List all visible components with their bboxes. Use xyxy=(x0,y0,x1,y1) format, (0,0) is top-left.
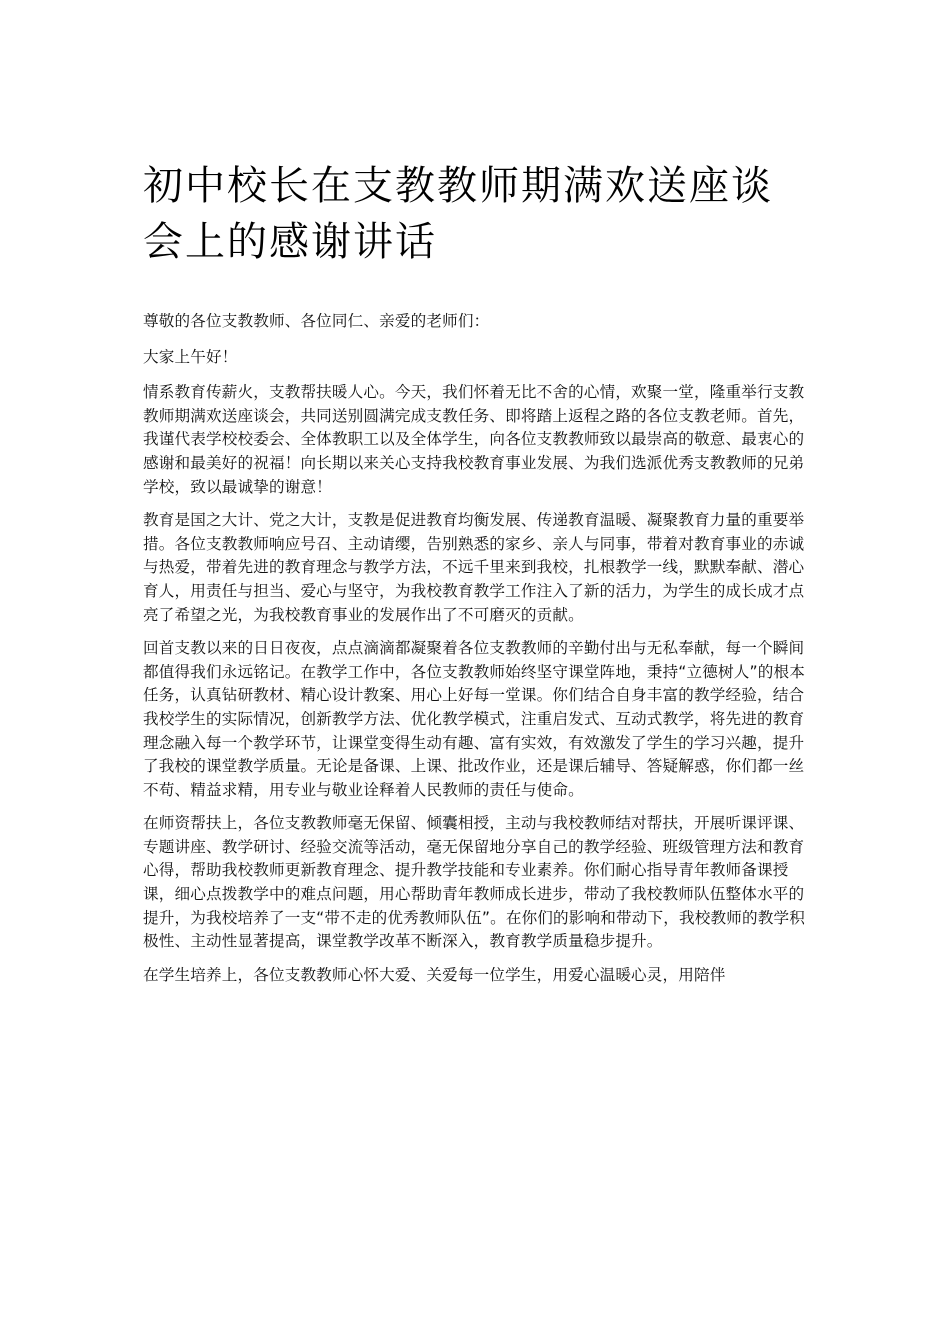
greeting-paragraph: 大家上午好！ xyxy=(143,347,238,366)
body-paragraph: 在学生培养上，各位支教教师心怀大爱、关爱每一位学生，用爱心温暖心灵，用陪伴 xyxy=(143,965,726,984)
body-paragraph: 情系教育传薪火，支教帮扶暖人心。今天，我们怀着无比不舍的心情，欢聚一堂，隆重举行支教教师期满欢送座谈会，共同送别圆满完成支教任务、即将踏上返程之路的各位支教老师。首先，我谨代表学校校委会、全体教职工以及全体学生，向各位支教教师致以最崇高的敬意、最衷心的感谢和最美好的祝福！向长期以来关心支持我校教育事业发展、为我们选派优秀支教教师的兄弟学校，致以最诚挚的谢意！ xyxy=(143,383,805,496)
body-paragraph: 在师资帮扶上，各位支教教师毫无保留、倾囊相授，主动与我校教师结对帮扶，开展听课评课、专题讲座、教学研讨、经验交流等活动，毫无保留地分享自己的教学经验、班级管理方法和教育心得，帮助我校教师更新教育理念、提升教学技能和专业素养。你们耐心指导青年教师备课授课，细心点拨教学中的难点问题，用心帮助青年教师成长进步，带动了我校教师队伍整体水平的提升，为我校培养了一支“带不走的优秀教师队伍”。在你们的影响和带动下，我校教师的教学积极性、主动性显著提高，课堂教学改革不断深入，教育教学质量稳步提升。 xyxy=(143,814,805,951)
document-body xyxy=(143,310,815,997)
salutation-paragraph: 尊敬的各位支教教师、各位同仁、亲爱的老师们： xyxy=(143,312,490,330)
document-title: 初中校长在支教教师期满欢送座谈会上的感谢讲话 xyxy=(143,163,773,265)
body-paragraph: 教育是国之大计、党之大计，支教是促进教育均衡发展、传递教育温暖、凝聚教育力量的重要举措。各位支教教师响应号召、主动请缨，告别熟悉的家乡、亲人与同事，带着对教育事业的赤诚与热爱，带着先进的教育理念与教学方法，不远千里来到我校，扎根教学一线，默默奉献、潜心育人，用责任与担当、爱心与坚守，为我校教育教学工作注入了新的活力，为学生的成长成才点亮了希望之光，为我校教育事业的发展作出了不可磨灭的贡献。 xyxy=(143,511,805,624)
body-paragraph: 回首支教以来的日日夜夜，点点滴滴都凝聚着各位支教教师的辛勤付出与无私奉献，每一个瞬间都值得我们永远铭记。在教学工作中，各位支教教师始终坚守课堂阵地，秉持“立德树人”的根本任务，认真钻研教材、精心设计教案、用心上好每一堂课。你们结合自身丰富的教学经验，结合我校学生的实际情况，创新教学方法、优化教学模式，注重启发式、互动式教学，将先进的教育理念融入每一个教学环节，让课堂变得生动有趣、富有实效，有效激发了学生的学习兴趣，提升了我校的课堂教学质量。无论是备课、上课、批改作业，还是课后辅导、答疑解惑，你们都一丝不苟、精益求精，用专业与敬业诠释着人民教师的责任与使命。 xyxy=(143,639,805,799)
